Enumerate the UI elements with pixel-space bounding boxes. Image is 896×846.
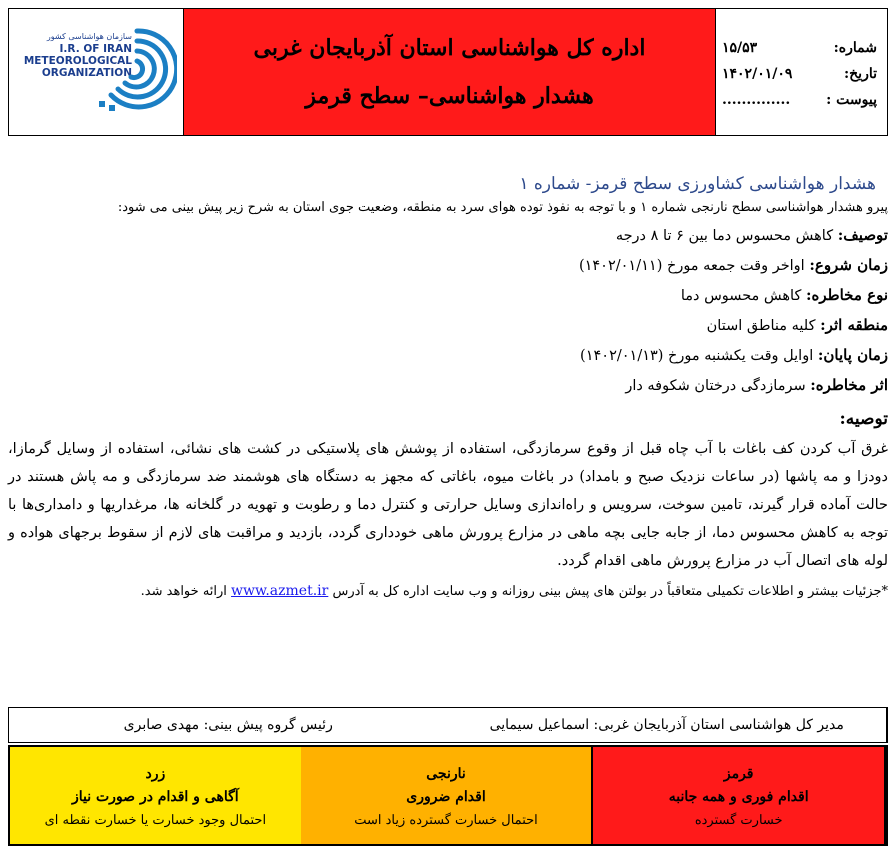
field-label: زمان پایان: — [817, 346, 888, 364]
attachment-row — [722, 87, 877, 113]
date-label: تاریخ: — [843, 66, 877, 82]
footnote-text-before: *جزئیات بیشتر و اطلاعات تکمیلی متعاقباً در بولتن های پیش بینی روزانه و وب سایت اداره کل به آدرس — [332, 584, 888, 599]
logo-line-3: ORGANIZATION — [41, 67, 132, 79]
website-link[interactable]: www.azmet.ir — [231, 583, 329, 599]
meteorological-logo-icon — [97, 23, 177, 115]
level-action: اقدام فوری و همه جانبه — [668, 788, 809, 805]
field-label: توصیف: — [837, 226, 888, 244]
logo-line-2: METEOROLOGICAL — [23, 55, 132, 67]
field-value: کاهش محسوس دما بین ۶ تا ۸ درجه — [615, 228, 834, 244]
level-red — [593, 747, 886, 844]
recommendation-title: توصیه: — [839, 409, 888, 429]
logo-line-1: I.R. OF IRAN — [59, 43, 132, 55]
field-label: زمان شروع: — [809, 256, 888, 274]
warning-content — [8, 174, 888, 604]
footnote — [8, 579, 888, 604]
level-description: احتمال خسارت گسترده زیاد است — [354, 812, 538, 828]
document-title: هشدار هواشناسی کشاورزی سطح قرمز- شماره ۱ — [519, 174, 876, 194]
field-label: منطقه اثر: — [820, 316, 888, 334]
organization-title: اداره کل هواشناسی استان آذربایجان غربی — [253, 35, 646, 61]
field-label: اثر مخاطره: — [810, 376, 888, 394]
letterhead — [8, 8, 888, 136]
intro-paragraph: پیرو هشدار هواشناسی سطح نارنجی شماره ۱ و با توجه به نفوذ توده هوای سرد به منطقه، وضعیت جوی استان به شرح زیر پیش بینی می شود: — [117, 200, 888, 215]
level-name: قرمز — [723, 765, 754, 782]
number-value: ۱۵/۵۳ — [722, 40, 758, 56]
number-row — [722, 35, 877, 61]
level-action: آگاهی و اقدام در صورت نیاز — [71, 788, 239, 805]
warning-level-title: هشدار هواشناسی– سطح قرمز — [305, 83, 594, 109]
field-value: کاهش محسوس دما — [680, 288, 802, 304]
level-action: اقدام ضروری — [406, 788, 486, 805]
date-value: ۱۴۰۲/۰۱/۰۹ — [722, 66, 793, 82]
level-description: احتمال وجود خسارت یا خسارت نقطه ای — [44, 812, 267, 828]
field-affected-area — [8, 311, 888, 341]
field-start-time — [8, 251, 888, 281]
attachment-label: پیوست : — [826, 92, 877, 108]
attachment-value: .............. — [722, 92, 791, 108]
level-orange — [301, 747, 594, 844]
field-label: نوع مخاطره: — [806, 286, 888, 304]
director-signature: مدیر کل هواشناسی استان آذربایجان غربی: اسماعیل سیمایی — [448, 708, 888, 742]
header-title-block — [184, 9, 715, 135]
field-description — [8, 221, 888, 251]
footnote-text-after: ارائه خواهد شد. — [140, 584, 227, 599]
warning-levels-legend — [8, 745, 888, 846]
number-label: شماره: — [833, 40, 877, 56]
field-value: اواخر وقت جمعه مورخ (۱۴۰۲/۰۱/۱۱) — [578, 258, 805, 274]
logo-persian-text: سازمان هواشناسی کشور — [46, 32, 132, 41]
field-hazard-impact — [8, 371, 888, 401]
field-hazard-type — [8, 281, 888, 311]
date-row — [722, 61, 877, 87]
field-value: کلیه مناطق استان — [706, 318, 816, 334]
level-name: نارنجی — [426, 765, 466, 782]
field-value: اوایل وقت یکشنبه مورخ (۱۴۰۲/۰۱/۱۳) — [580, 348, 814, 364]
level-description: خسارت گسترده — [694, 812, 783, 828]
forecast-head-signature: رئیس گروه پیش بینی: مهدی صابری — [123, 717, 333, 733]
logo-block — [9, 9, 184, 135]
field-end-time — [8, 341, 888, 371]
recommendation-text: غرق آب کردن کف باغات با آب چاه قبل از وقوع سرمازدگی، استفاده از پوشش های پلاستیکی در کشت های نشائی، استفاده از وسایل گرمازا، دودزا و مه پاشها (در ساعات نزدیک صبح و بامداد) در باغات میوه، باغاتی که مجهز به دستگاه های هوشمند ضد سرمازدگی و مه پاش هستند در حالت آماده قرار گیرند، تامین سوخت، سرویس و راه‌اندازی وسایل حرارتی و کنترل دما و رطوبت و تهویه در گلخانه ها، مرغداریها و دامداری‌ها با توجه به کاهش محسوس دما، از جابه جایی بچه ماهی در مزارع پرورش ماهی خودداری گردد، بازدید و مراقبت های لازم از سقوط برجهای هواده و لوله های اتصال آب در مزارع پرورش ماهی اقدام گردد. — [8, 441, 888, 569]
field-value: سرمازدگی درختان شکوفه دار — [625, 378, 806, 394]
signature-row — [8, 707, 888, 743]
level-name: زرد — [145, 765, 166, 782]
level-yellow — [10, 747, 301, 844]
document-info — [715, 9, 887, 135]
